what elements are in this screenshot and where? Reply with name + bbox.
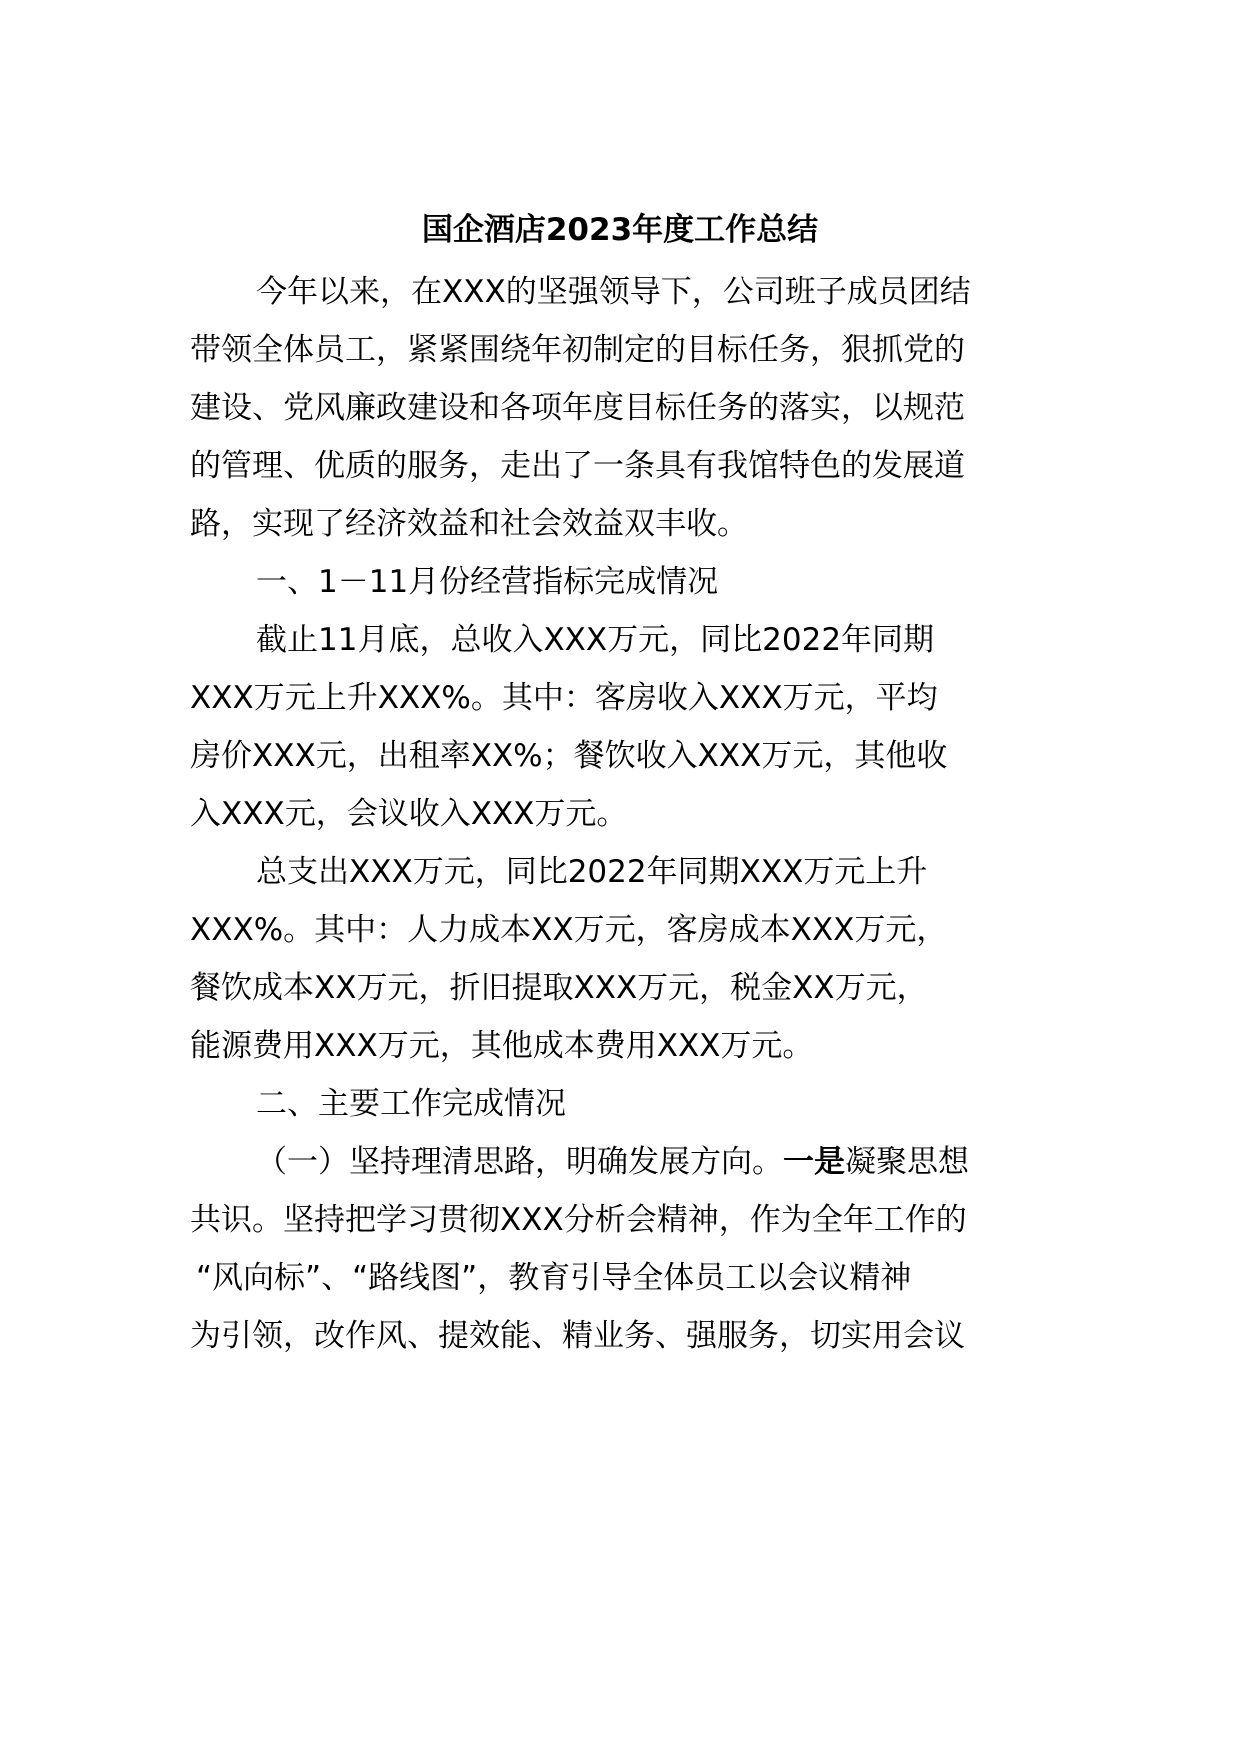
bold-emphasis: 一是 bbox=[783, 1144, 845, 1180]
subheading-text: （一）坚持理清思路，明确发展方向。 bbox=[256, 1144, 783, 1180]
document-title: 国企酒店2023年度工作总结 bbox=[421, 212, 819, 248]
paragraph-line: XXX%。其中：人力成本XX万元，客房成本XXX万元， bbox=[190, 912, 948, 948]
paragraph-line: 带领全体员工，紧紧围绕年初制定的目标任务，狠抓党的 bbox=[190, 332, 965, 368]
paragraph-line: 能源费用XXX万元，其他成本费用XXX万元。 bbox=[190, 1028, 814, 1064]
paragraph-line: 共识。坚持把学习贯彻XXX分析会精神，作为全年工作的 bbox=[190, 1202, 967, 1238]
paragraph-line: XXX万元上升XXX%。其中：客房收入XXX万元，平均 bbox=[190, 680, 938, 716]
paragraph-line: 为引领，改作风、提效能、精业务、强服务，切实用会议 bbox=[190, 1318, 965, 1354]
paragraph-line: 路，实现了经济效益和社会效益双丰收。 bbox=[190, 506, 748, 542]
paragraph-line: 建设、党风廉政建设和各项年度目标任务的落实，以规范 bbox=[190, 390, 965, 426]
section-heading: 一、1－11月份经营指标完成情况 bbox=[256, 564, 719, 600]
paragraph-line: 入XXX元，会议收入XXX万元。 bbox=[190, 796, 628, 832]
paragraph-text: 凝聚思想 bbox=[845, 1144, 969, 1180]
paragraph-line: 餐饮成本XX万元，折旧提取XXX万元，税金XX万元， bbox=[190, 970, 928, 1006]
paragraph-line: 今年以来，在XXX的坚强领导下，公司班子成员团结 bbox=[256, 274, 971, 310]
paragraph-line bbox=[256, 1140, 1070, 1184]
paragraph-line: “风向标”、“路线图”，教育引导全体员工以会议精神 bbox=[196, 1260, 912, 1296]
paragraph-line: 总支出XXX万元，同比2022年同期XXX万元上升 bbox=[256, 854, 928, 890]
paragraph-line: 房价XXX元，出租率XX%；餐饮收入XXX万元，其他收 bbox=[190, 738, 948, 774]
section-heading: 二、主要工作完成情况 bbox=[256, 1086, 566, 1122]
paragraph-line: 的管理、优质的服务，走出了一条具有我馆特色的发展道 bbox=[190, 448, 965, 484]
paragraph-line: 截止11月底，总收入XXX万元，同比2022年同期 bbox=[256, 622, 935, 658]
